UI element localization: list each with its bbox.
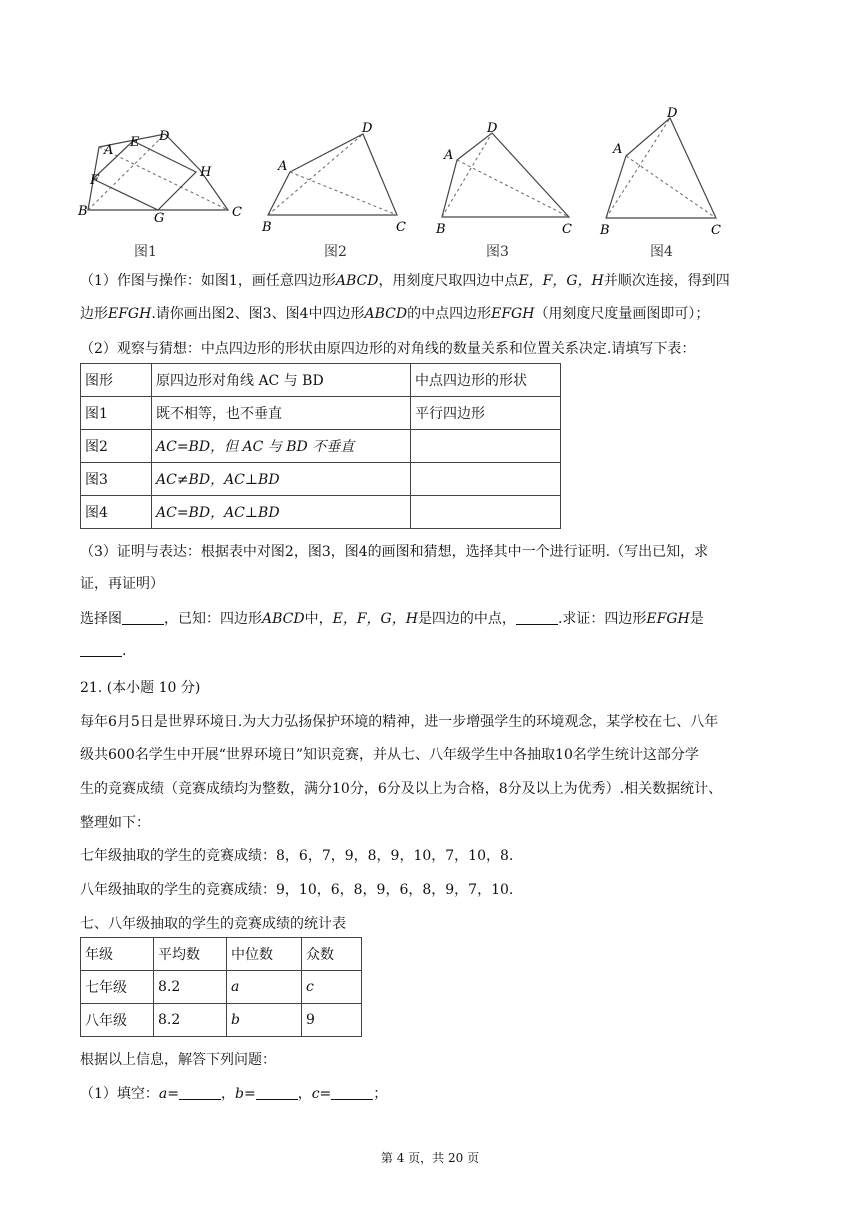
table-row: 图1 既不相等，也不垂直 平行四边形: [81, 397, 561, 430]
fig3-label-a: A: [444, 148, 454, 163]
fig3-label-b: B: [436, 222, 446, 237]
stats-table: [80, 937, 362, 1037]
fig1-label-g: G: [154, 211, 165, 226]
answer-cell[interactable]: [411, 463, 561, 496]
table-header-cell: 原四边形对角线 AC 与 BD: [152, 364, 411, 397]
table-header-cell: 平均数: [154, 938, 227, 971]
q3-line-1: （3）证明与表达：根据表中对图2，图3，图4的画图和猜想，选择其中一个进行证明.（写出已知，求: [80, 544, 709, 560]
q21-para-line-4: 整理如下：: [80, 815, 150, 831]
grade7-scores: 七年级抽取的学生的竞赛成绩：8，6，7，9，8，9，10，7，10，8.: [80, 848, 514, 864]
blank-conclusion[interactable]: [80, 642, 122, 657]
figure-4: [596, 104, 736, 238]
diagonal-table: [80, 363, 561, 529]
fig1-label-a: A: [104, 143, 114, 158]
q21-para-line-1: 每年6月5日是世界环境日.为大力弘扬保护环境的精神，进一步增强学生的环境观念，某学校在七、八年: [80, 714, 719, 730]
fig4-label-c: C: [711, 223, 721, 238]
figure-4-caption: 图4: [650, 244, 673, 260]
answer-cell[interactable]: [411, 430, 561, 463]
blank-figure-choice[interactable]: [122, 610, 164, 625]
fig2-label-a: A: [278, 159, 288, 174]
grade8-scores: 八年级抽取的学生的竞赛成绩：9，10，6，8，9，6，8，9，7，10.: [80, 882, 514, 898]
fig1-label-d: D: [159, 129, 170, 144]
table-header-cell: 中点四边形的形状: [411, 364, 561, 397]
q2-instruction: （2）观察与猜想：中点四边形的形状由原四边形的对角线的数量关系和位置关系决定.请填写下表：: [80, 341, 696, 357]
fig1-label-h: H: [200, 165, 212, 180]
q21-para-line-2: 级共600名学生中开展“世界环境日”知识竞赛，并从七、八年级学生中各抽取10名学生统计这部分学: [80, 747, 699, 763]
q21-para-line-3: 生的竞赛成绩（竞赛成绩均为整数，满分10分，6分及以上为合格，8分及以上为优秀）.相关数据统计、: [80, 781, 723, 797]
fig4-label-d: D: [667, 106, 678, 121]
figure-2-caption: 图2: [324, 244, 347, 260]
fig4-label-b: B: [600, 223, 610, 238]
fig1-label-f: F: [90, 173, 100, 188]
answer-cell[interactable]: [411, 496, 561, 529]
page-footer: 第 4 页，共 20 页: [380, 1151, 480, 1165]
figure-3-diagram: [432, 118, 582, 237]
fig2-label-c: C: [396, 220, 406, 235]
fig2-label-d: D: [362, 121, 373, 136]
fig2-label-b: B: [262, 220, 272, 235]
q21-fill-in: （1）填空：a= ，b= ，c= ；: [80, 1086, 388, 1102]
stats-table-title: 七、八年级抽取的学生的竞赛成绩的统计表: [80, 916, 346, 932]
fig3-label-d: D: [487, 121, 498, 136]
fig4-label-a: A: [613, 142, 623, 157]
figure-2-diagram: [258, 120, 418, 235]
figure-1-caption: 图1: [134, 244, 157, 260]
figure-1: [78, 128, 248, 232]
blank-b[interactable]: [256, 1085, 298, 1100]
table-header-cell: 众数: [302, 938, 362, 971]
fig1-label-b: B: [78, 204, 88, 219]
figure-1-diagram: [78, 128, 248, 228]
table-row: 图4 AC=BD，AC⊥BD: [81, 496, 561, 529]
q21-instruction: 根据以上信息，解答下列问题：: [80, 1052, 276, 1068]
table-row: 图3 AC≠BD，AC⊥BD: [81, 463, 561, 496]
figure-3: [432, 118, 582, 237]
figure-4-diagram: [596, 104, 736, 238]
table-row: 八年级 8.2 b 9: [81, 1004, 362, 1037]
figure-2: [258, 120, 418, 234]
q1-line-2: 边形EFGH.请你画出图2、图3、图4中四边形ABCD的中点四边形EFGH（用刻度尺度量画图即可）；: [80, 306, 710, 322]
blank-c[interactable]: [331, 1085, 373, 1100]
q3-line-4: .: [80, 642, 126, 659]
q3-line-2: 证，再证明）: [80, 576, 164, 592]
blank-given[interactable]: [516, 610, 558, 625]
table-header-cell: 中位数: [227, 938, 302, 971]
table-row: 七年级 8.2 a c: [81, 971, 362, 1004]
fig1-label-e: E: [130, 135, 140, 150]
table-header-cell: 年级: [81, 938, 154, 971]
q21-heading: 21. (本小题 10 分): [80, 680, 201, 696]
blank-a[interactable]: [179, 1085, 221, 1100]
fig3-label-c: C: [562, 222, 572, 237]
table-row: 图2 AC=BD，但 AC 与 BD 不垂直: [81, 430, 561, 463]
q3-line-3: 选择图 ，已知：四边形ABCD中，E，F，G，H是四边的中点， .求证：四边形EFGH是: [80, 611, 704, 627]
q1-line-1: （1）作图与操作：如图1，画任意四边形ABCD，用刻度尺取四边中点E，F，G，H并顺次连接，得到四: [80, 273, 730, 289]
table-header-cell: 图形: [81, 364, 152, 397]
fig1-label-c: C: [232, 205, 242, 220]
figure-3-caption: 图3: [486, 244, 509, 260]
